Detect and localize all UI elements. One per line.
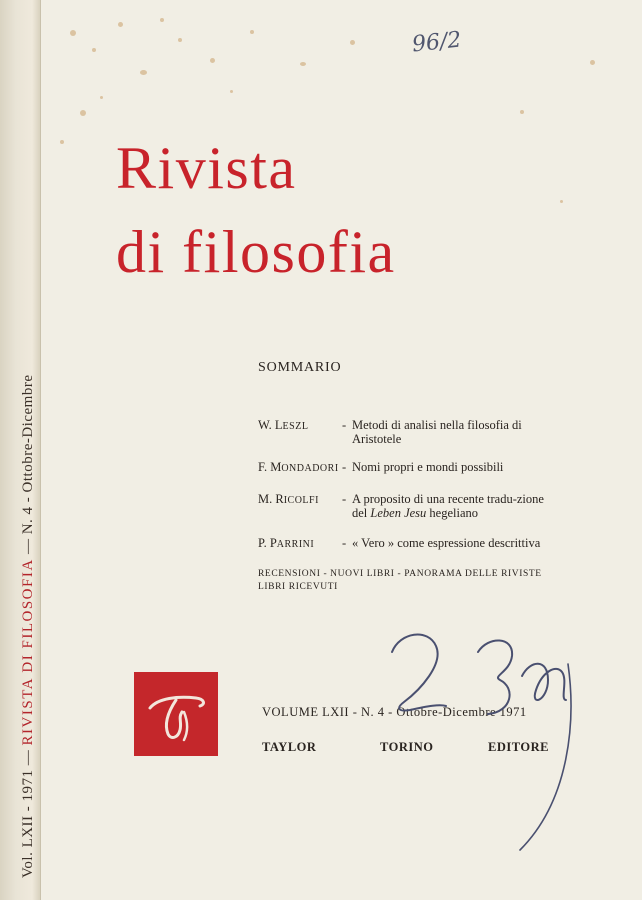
toc-entry: [258, 492, 558, 520]
toc-title: Nomi propri e mondi possibili: [352, 460, 504, 474]
volume-issue-line: VOLUME LXII - N. 4 - Ottobre-Dicembre 1971: [262, 705, 527, 719]
publisher-name: TAYLOR: [262, 740, 317, 754]
toc-dash: -: [342, 460, 347, 474]
toc-entry: [258, 536, 558, 552]
publisher-monogram-icon: [134, 672, 218, 756]
toc-dash: -: [342, 536, 347, 550]
toc-author: W. LESZL: [258, 418, 309, 432]
toc-entry: [258, 418, 558, 446]
toc-dash: -: [342, 492, 347, 506]
toc-author: P. PARRINI: [258, 536, 315, 550]
toc-title: A proposito di una recente tradu-zione del Leben Jesu hegeliano: [352, 492, 544, 520]
toc-title: Metodi di analisi nella filosofia di Aristotele: [352, 418, 522, 446]
spine-issue: — N. 4 - Ottobre-Dicembre: [20, 374, 36, 555]
spine-volume: Vol. LXII - 1971 —: [20, 749, 36, 878]
spine-text: [20, 0, 37, 878]
toc-dash: -: [342, 418, 347, 432]
publisher-city: TORINO: [380, 740, 434, 754]
journal-title-line2: di filosofia: [116, 219, 396, 285]
spine: [0, 0, 41, 900]
journal-title-line1: Rivista: [116, 135, 297, 201]
sections-line: RECENSIONI - NUOVI LIBRI - PANORAMA DELLE RIVISTE: [258, 569, 542, 579]
sections-line: LIBRI RICEVUTI: [258, 582, 338, 592]
handwritten-note: 96/2: [410, 27, 463, 58]
contents-heading: SOMMARIO: [258, 360, 342, 375]
table-of-contents: [258, 418, 558, 552]
publisher-logo: [134, 672, 218, 756]
toc-title: « Vero » come espressione descrittiva: [352, 536, 541, 550]
toc-entry: [258, 460, 558, 476]
spine-title: RIVISTA DI FILOSOFIA: [20, 558, 36, 746]
sections-list: [258, 568, 558, 594]
toc-author: M. RICOLFI: [258, 492, 319, 506]
publisher-role: EDITORE: [488, 740, 549, 754]
toc-author: F. MONDADORI: [258, 460, 339, 474]
